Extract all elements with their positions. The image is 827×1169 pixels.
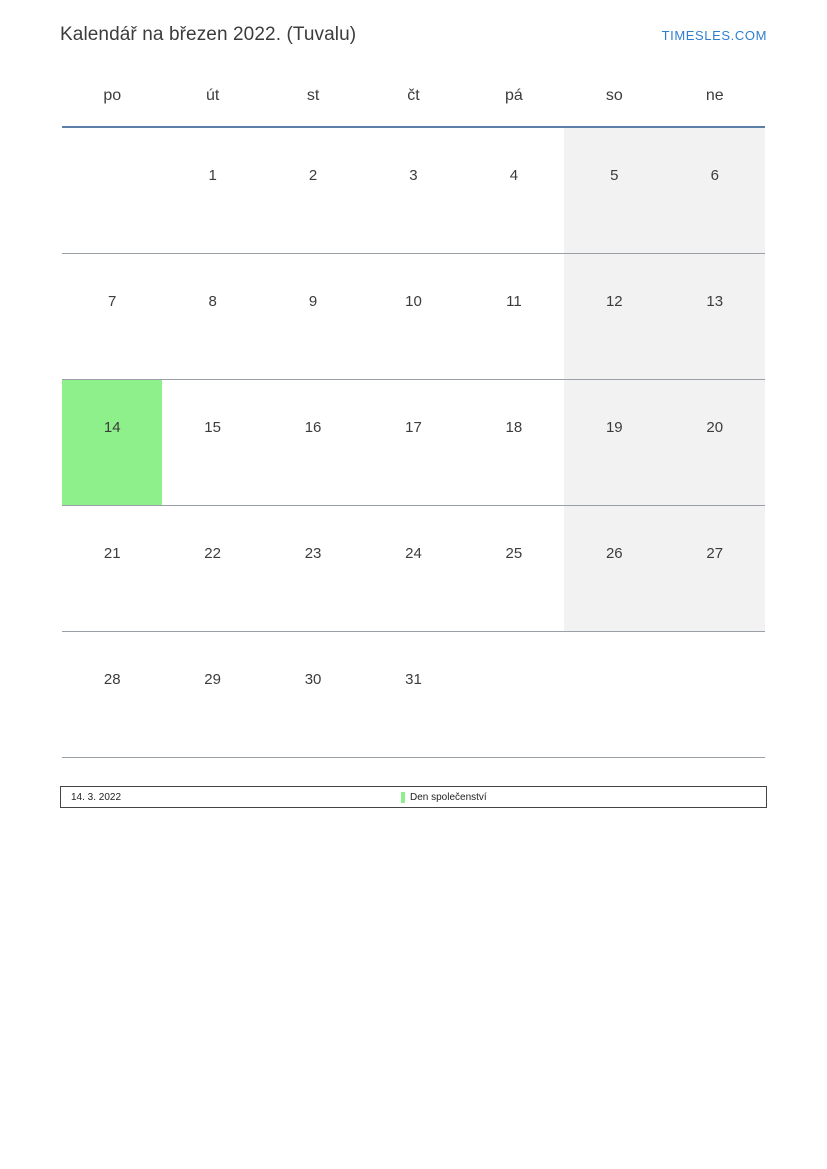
day-cell[interactable] — [162, 506, 262, 632]
day-number: 14 — [103, 419, 121, 436]
day-cell[interactable] — [363, 632, 463, 758]
day-cell-inner — [162, 506, 262, 631]
calendar-table — [62, 84, 765, 758]
month-calendar — [62, 84, 765, 758]
day-cell-inner — [464, 506, 564, 631]
day-cell-inner — [564, 506, 664, 631]
day-cell-inner — [665, 380, 765, 505]
day-number: 10 — [405, 293, 422, 310]
page-header — [60, 18, 767, 52]
legend-event — [401, 792, 487, 803]
day-number: 24 — [405, 545, 422, 562]
day-cell-inner — [263, 254, 363, 379]
calendar-week-row — [62, 254, 765, 380]
calendar-head — [62, 84, 765, 127]
day-cell-inner — [564, 632, 664, 757]
weekday-header-wed: st — [306, 87, 320, 104]
day-number: 11 — [506, 293, 522, 310]
calendar-week-row — [62, 632, 765, 758]
day-cell[interactable] — [363, 127, 463, 254]
weekday-header-thu: čt — [407, 87, 420, 104]
day-cell-inner — [564, 254, 664, 379]
day-cell[interactable] — [464, 506, 564, 632]
day-cell-inner — [363, 506, 463, 631]
day-number: 13 — [706, 293, 724, 310]
day-cell-inner — [62, 380, 162, 505]
day-cell-inner — [263, 128, 363, 253]
calendar-week-row — [62, 506, 765, 632]
day-cell[interactable] — [363, 254, 463, 380]
calendar-body — [62, 127, 765, 758]
day-cell[interactable] — [665, 127, 765, 254]
day-number: 5 — [610, 167, 619, 184]
holiday-color-swatch-icon — [401, 792, 405, 803]
day-number: 27 — [706, 545, 724, 562]
day-cell-inner — [464, 254, 564, 379]
day-cell — [464, 632, 564, 758]
day-cell-inner — [665, 632, 765, 757]
day-number: 20 — [706, 419, 724, 436]
day-cell[interactable] — [665, 506, 765, 632]
day-cell[interactable] — [162, 254, 262, 380]
calendar-week-row — [62, 127, 765, 254]
day-cell[interactable] — [665, 380, 765, 506]
day-number: 3 — [409, 167, 418, 184]
weekday-header-row — [62, 84, 765, 127]
day-cell-inner — [464, 632, 564, 757]
day-cell-inner — [363, 254, 463, 379]
day-cell-inner — [62, 632, 162, 757]
day-cell-inner — [263, 506, 363, 631]
day-cell-inner — [162, 128, 262, 253]
day-cell-inner — [665, 254, 765, 379]
day-cell-inner — [162, 632, 262, 757]
day-number: 29 — [204, 671, 221, 688]
day-number: 22 — [204, 545, 221, 562]
holiday-legend — [60, 786, 767, 808]
day-cell[interactable] — [564, 127, 664, 254]
day-number: 16 — [304, 419, 322, 436]
day-number: 15 — [204, 419, 221, 436]
day-cell[interactable] — [464, 380, 564, 506]
day-number: 2 — [308, 167, 318, 184]
day-cell-inner — [665, 506, 765, 631]
day-number: 25 — [505, 545, 523, 562]
day-cell-inner — [564, 380, 664, 505]
day-cell-inner — [263, 632, 363, 757]
day-number: 8 — [208, 293, 217, 310]
day-number: 1 — [208, 167, 217, 184]
day-number: 28 — [103, 671, 121, 688]
day-cell[interactable] — [263, 127, 363, 254]
day-number: 4 — [509, 167, 519, 184]
day-cell[interactable] — [564, 380, 664, 506]
weekday-header-tue: út — [205, 87, 220, 104]
day-number: 9 — [308, 293, 318, 310]
day-cell-inner — [263, 380, 363, 505]
day-cell-inner — [564, 128, 664, 253]
day-number: 19 — [605, 419, 623, 436]
day-cell-inner — [363, 632, 463, 757]
weekday-header-mon: po — [103, 87, 122, 104]
day-cell-inner — [62, 506, 162, 631]
day-cell[interactable] — [62, 632, 162, 758]
day-number: 30 — [304, 671, 322, 688]
day-cell[interactable] — [263, 380, 363, 506]
day-cell[interactable] — [263, 254, 363, 380]
day-cell-inner — [62, 128, 162, 253]
calendar-week-row — [62, 380, 765, 506]
day-cell — [564, 632, 664, 758]
day-cell-inner — [464, 128, 564, 253]
day-cell-inner — [62, 254, 162, 379]
day-cell[interactable] — [162, 127, 262, 254]
day-cell-inner — [363, 380, 463, 505]
day-number: 23 — [304, 545, 322, 562]
day-cell[interactable] — [363, 380, 463, 506]
day-cell-inner — [162, 380, 262, 505]
day-cell — [665, 632, 765, 758]
day-cell-inner — [665, 128, 765, 253]
legend-date: 14. 3. 2022 — [71, 791, 122, 803]
weekday-header-sun: ne — [705, 87, 724, 104]
day-cell[interactable] — [363, 506, 463, 632]
day-cell[interactable] — [665, 254, 765, 380]
day-cell[interactable] — [263, 506, 363, 632]
day-number: 17 — [405, 419, 422, 436]
day-number: 7 — [108, 293, 117, 310]
weekday-header-sat: so — [605, 87, 623, 104]
day-cell-inner — [363, 128, 463, 253]
day-number: 21 — [103, 545, 121, 562]
day-cell-inner — [162, 254, 262, 379]
day-cell[interactable] — [464, 254, 564, 380]
page-title: Kalendář na březen 2022. (Tuvalu) — [60, 24, 357, 45]
day-number: 18 — [505, 419, 523, 436]
day-cell[interactable] — [62, 254, 162, 380]
day-number: 6 — [710, 167, 719, 184]
day-cell[interactable] — [162, 632, 262, 758]
day-number: 12 — [605, 293, 623, 310]
weekday-header-fri: pá — [505, 87, 523, 104]
day-cell[interactable] — [162, 380, 262, 506]
day-cell[interactable] — [564, 506, 664, 632]
site-brand-link[interactable]: TIMESLES.COM — [661, 27, 767, 43]
day-cell[interactable] — [263, 632, 363, 758]
day-cell[interactable] — [62, 506, 162, 632]
day-cell-highlighted[interactable] — [62, 380, 162, 506]
day-cell — [62, 127, 162, 254]
day-number: 31 — [405, 671, 422, 688]
legend-event-label: Den společenství — [410, 791, 487, 803]
day-cell[interactable] — [564, 254, 664, 380]
day-cell[interactable] — [464, 127, 564, 254]
day-cell-inner — [464, 380, 564, 505]
day-number: 26 — [605, 545, 623, 562]
